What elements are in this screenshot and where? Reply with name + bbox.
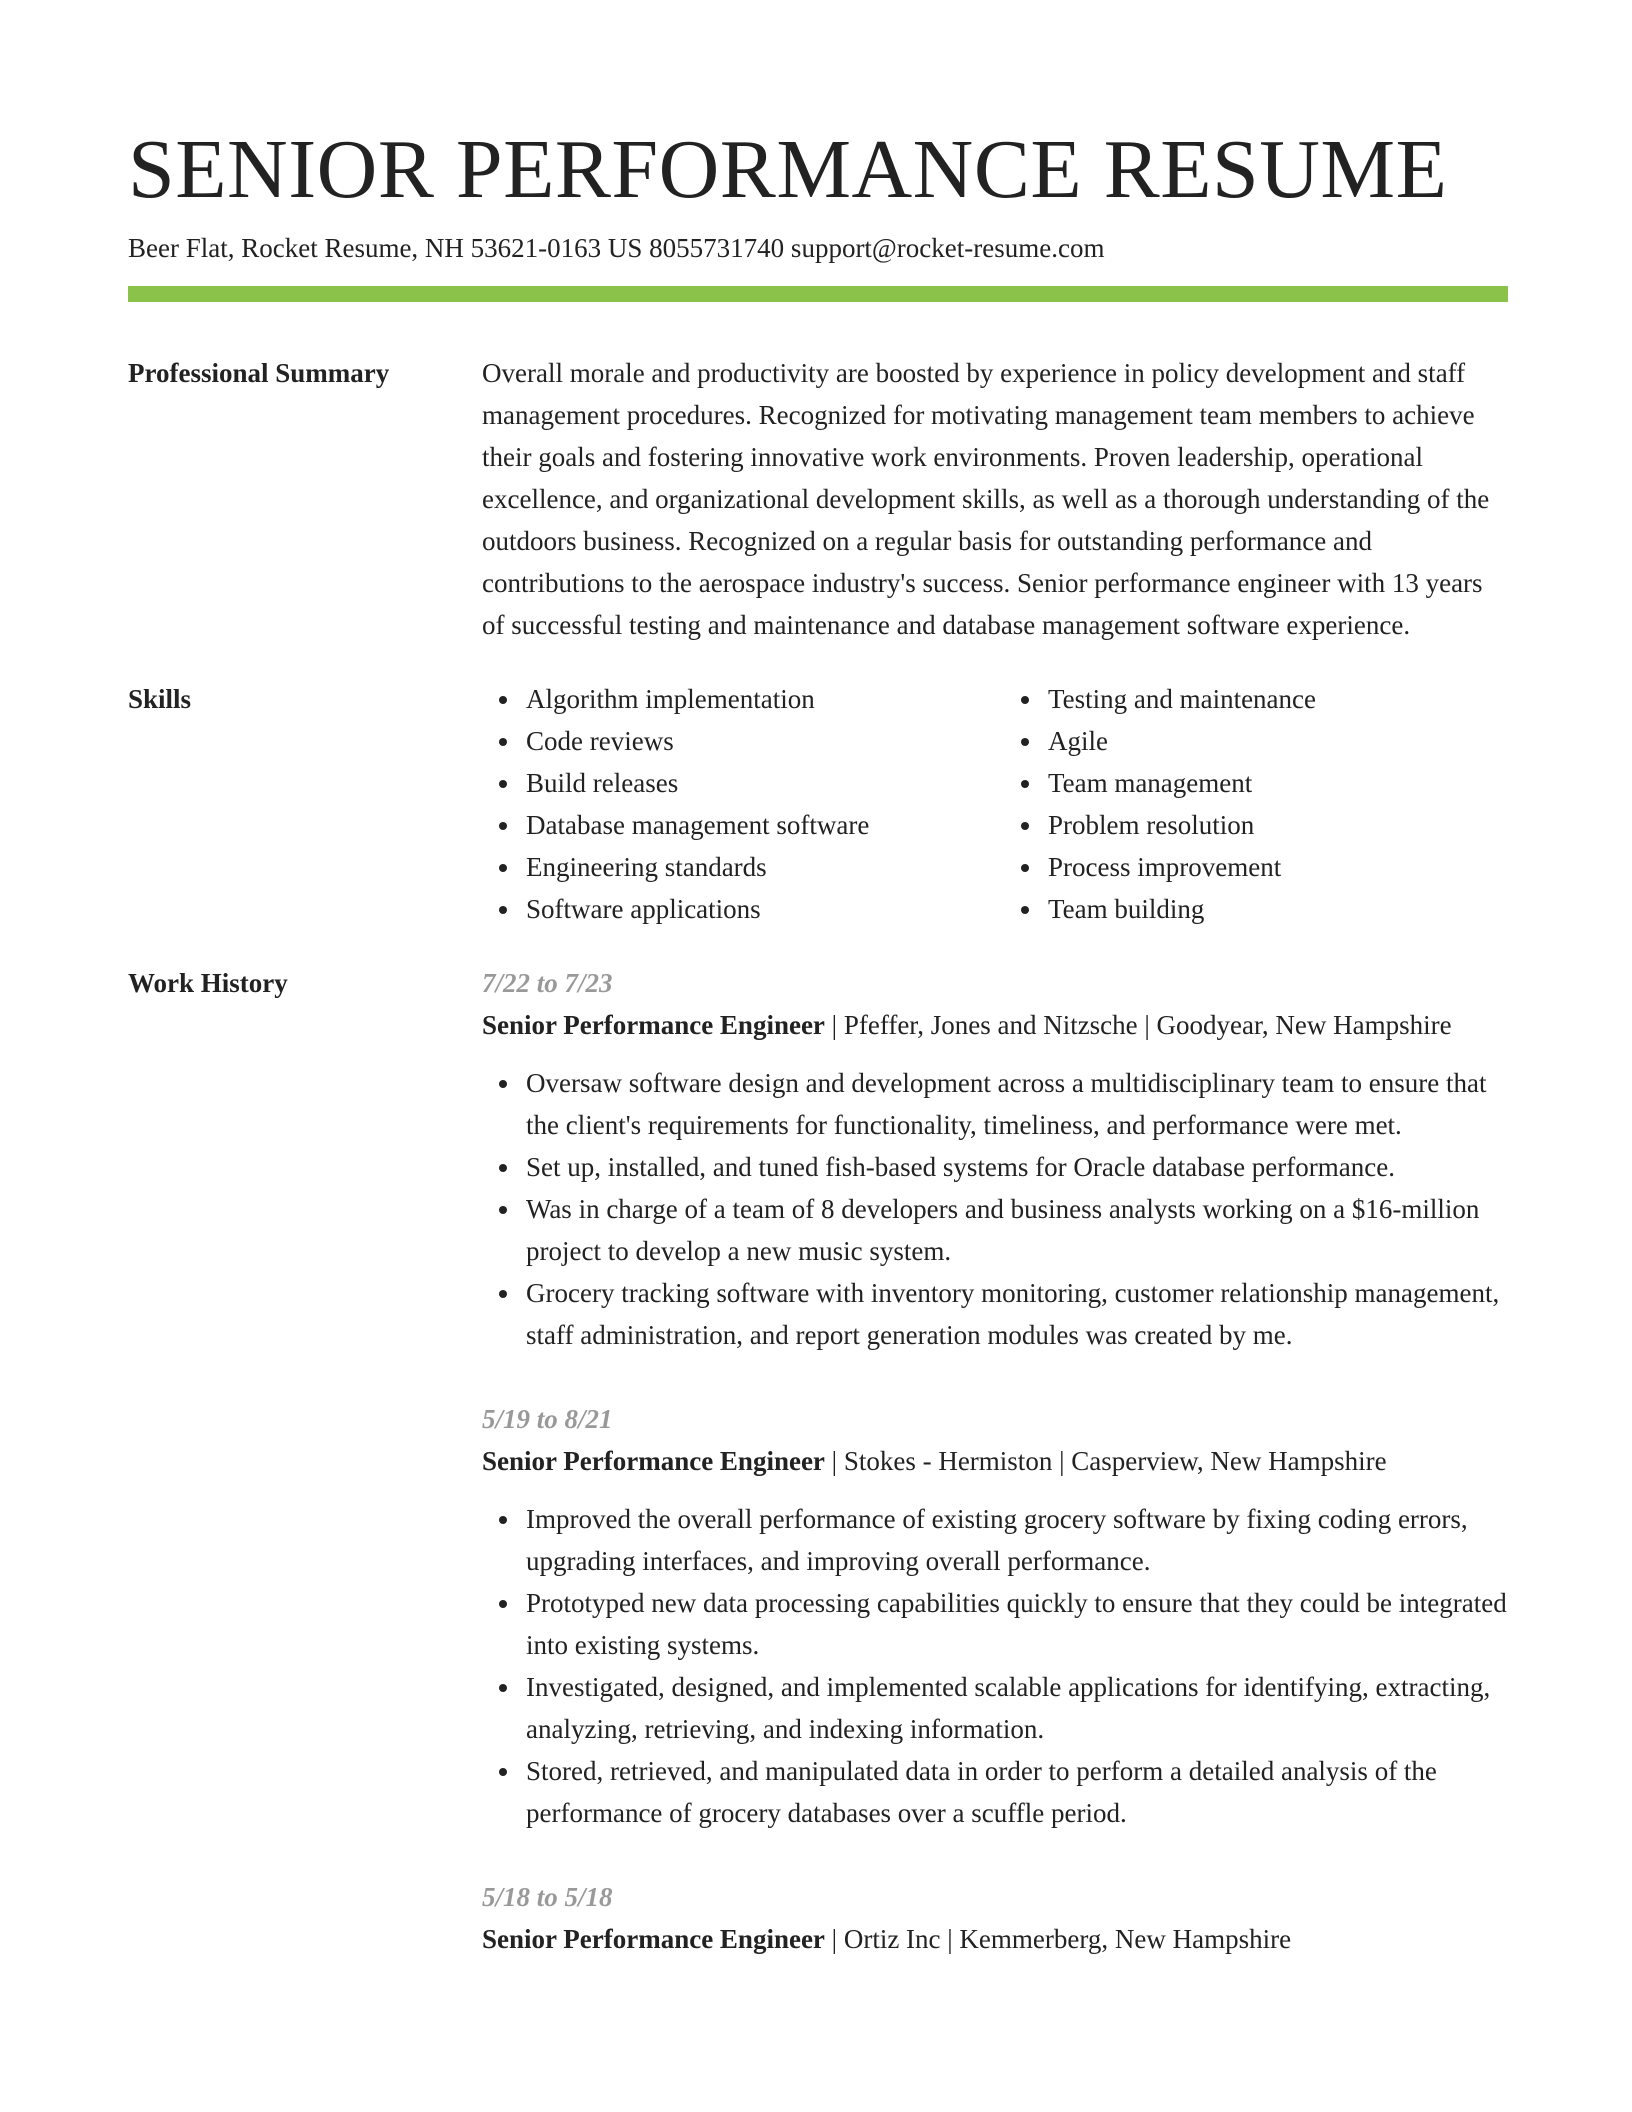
skill-item: Problem resolution (1048, 804, 1508, 846)
job-bullet: Oversaw software design and development across a multidisciplinary team to ensure that the client's requirements for functionality, timeliness, and performance were met. (526, 1062, 1508, 1146)
resume-page (128, 0, 1508, 2002)
skill-item: Database management software (526, 804, 986, 846)
job-details: | Ortiz Inc | Kemmerberg, New Hampshire (824, 1924, 1292, 1954)
skill-item: Engineering standards (526, 846, 986, 888)
skill-item: Code reviews (526, 720, 986, 762)
job-bullet: Stored, retrieved, and manipulated data in order to perform a detailed analysis of the performance of grocery databases over a scuffle period. (526, 1750, 1508, 1834)
resume-title: SENIOR PERFORMANCE RESUME (128, 123, 1448, 216)
job-heading (482, 1440, 1508, 1482)
skills-list-left (482, 678, 986, 930)
job-title: Senior Performance Engineer (482, 1010, 825, 1040)
skill-item: Software applications (526, 888, 986, 930)
accent-divider (128, 286, 1508, 302)
job-bullet: Set up, installed, and tuned fish-based systems for Oracle database performance. (526, 1146, 1508, 1188)
job-bullet-list (482, 1062, 1508, 1356)
job-heading (482, 1918, 1508, 1960)
professional-summary-section (128, 352, 1508, 646)
job-entry (482, 1876, 1508, 1960)
skills-list-right (986, 678, 1508, 930)
section-label-summary: Professional Summary (128, 358, 390, 388)
section-label-skills: Skills (128, 684, 192, 714)
job-entry (482, 962, 1508, 1356)
work-history-body (482, 962, 1508, 2002)
job-title: Senior Performance Engineer (482, 1924, 825, 1954)
job-title: Senior Performance Engineer (482, 1446, 825, 1476)
job-details: | Stokes - Hermiston | Casperview, New Hampshire (824, 1446, 1387, 1476)
work-history-section (128, 962, 1508, 2002)
summary-text: Overall morale and productivity are boosted by experience in policy development and staff management procedures. Recognized for motivating management team members to achieve their goals and fostering innovative work environments. Proven leadership, operational excellence, and organizational development skills, as well as a thorough understanding of the outdoors business. Recognized on a regular basis for outstanding performance and contributions to the aerospace industry's success. Senior performance engineer with 13 years of successful testing and maintenance and database management software experience. (482, 358, 1490, 640)
job-bullet-list (482, 1498, 1508, 1834)
job-bullet: Grocery tracking software with inventory monitoring, customer relationship management, staff administration, and report generation modules was created by me. (526, 1272, 1508, 1356)
skill-item: Process improvement (1048, 846, 1508, 888)
skill-item: Team building (1048, 888, 1508, 930)
job-bullet: Prototyped new data processing capabilities quickly to ensure that they could be integrated into existing systems. (526, 1582, 1508, 1666)
job-dates: 5/18 to 5/18 (482, 1882, 613, 1912)
job-bullet: Investigated, designed, and implemented scalable applications for identifying, extracting, analyzing, retrieving, and indexing information. (526, 1666, 1508, 1750)
skills-section (128, 678, 1508, 930)
skill-item: Team management (1048, 762, 1508, 804)
skill-item: Testing and maintenance (1048, 678, 1508, 720)
summary-body (482, 352, 1508, 646)
job-bullet: Improved the overall performance of existing grocery software by fixing coding errors, upgrading interfaces, and improving overall performance. (526, 1498, 1508, 1582)
skill-item: Agile (1048, 720, 1508, 762)
skill-item: Build releases (526, 762, 986, 804)
skill-item: Algorithm implementation (526, 678, 986, 720)
job-entry (482, 1398, 1508, 1834)
contact-line: Beer Flat, Rocket Resume, NH 53621-0163 US 8055731740 support@rocket-resume.com (128, 233, 1105, 263)
job-details: | Pfeffer, Jones and Nitzsche | Goodyear, New Hampshire (824, 1010, 1452, 1040)
section-label-work-history: Work History (128, 968, 288, 998)
job-dates: 5/19 to 8/21 (482, 1404, 613, 1434)
job-dates: 7/22 to 7/23 (482, 968, 613, 998)
job-bullet: Was in charge of a team of 8 developers and business analysts working on a $16-million project to develop a new music system. (526, 1188, 1508, 1272)
skills-grid (482, 678, 1508, 930)
job-heading (482, 1004, 1508, 1046)
